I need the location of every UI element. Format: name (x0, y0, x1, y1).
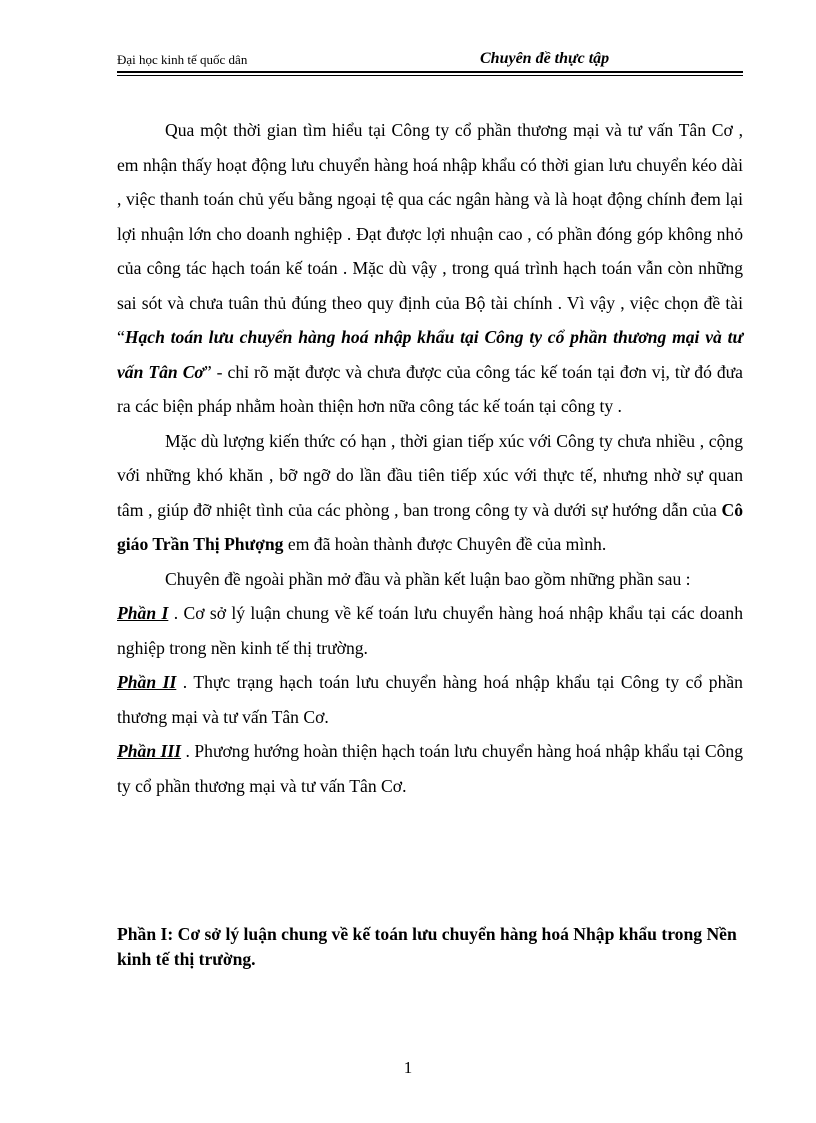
section-heading: Phần I: Cơ sở lý luận chung về kế toán lưu chuyển hàng hoá Nhập khẩu trong Nền kinh tế thị trường. (117, 924, 737, 969)
header-university: Đại học kinh tế quốc dân (117, 52, 248, 67)
header-rule-thick (117, 71, 743, 73)
part-item (117, 665, 743, 734)
intro-text-b: ” - chỉ rõ mặt được và chưa được của công tác kế toán tại đơn vị, từ đó đưa ra các biện pháp nhằm hoàn thiện hơn nữa công tác kế toán tại công ty . (117, 361, 743, 416)
part-description: . Thực trạng hạch toán lưu chuyển hàng hoá nhập khẩu tại Công ty cổ phần thương mại và tư vấn Tân Cơ. (117, 672, 743, 727)
part-item (117, 596, 743, 665)
acknowledgement-paragraph (117, 424, 743, 562)
thesis-title: Hạch toán lưu chuyển hàng hoá nhập khẩu tại Công ty cổ phần thương mại và tư vấn Tân Cơ (117, 327, 743, 382)
part-label: Phần II (117, 672, 177, 692)
intro-paragraph (117, 113, 743, 424)
page-header (117, 52, 743, 70)
header-rule-thin (117, 75, 743, 76)
document-body (117, 113, 743, 803)
part-label: Phần I (117, 603, 169, 623)
ack-text-a: Mặc dù lượng kiến thức có hạn , thời gian tiếp xúc với Công ty chưa nhiều , cộng với những khó khăn , bỡ ngỡ do lần đầu tiên tiếp xúc với thực tế, nhưng nhờ sự quan tâm , giúp đỡ nhiệt tình của các phòng , ban trong công ty và dưới sự hướng dẫn của (117, 430, 743, 520)
part-item (117, 734, 743, 803)
page-number: 1 (403, 1058, 413, 1077)
part-description: . Phương hướng hoàn thiện hạch toán lưu chuyển hàng hoá nhập khẩu tại Công ty cổ phần thương mại và tư vấn Tân Cơ. (117, 741, 743, 796)
part-label: Phần III (117, 741, 182, 761)
ack-text-b: em đã hoàn thành được Chuyên đề của mình. (283, 534, 607, 554)
part-description: . Cơ sở lý luận chung về kế toán lưu chuyển hàng hoá nhập khẩu tại các doanh nghiệp trong nền kinh tế thị trường. (117, 603, 743, 658)
supervisor-name: Cô giáo Trần Thị Phượng (117, 499, 743, 554)
header-document-type: Chuyên đề thực tập (480, 50, 610, 67)
structure-paragraph: Chuyên đề ngoài phần mở đầu và phần kết luận bao gồm những phần sau : (165, 568, 691, 589)
intro-text-a: Qua một thời gian tìm hiểu tại Công ty cổ phần thương mại và tư vấn Tân Cơ , em nhận thấy hoạt động lưu chuyển hàng hoá nhập khẩu có thời gian lưu chuyển kéo dài , việc thanh toán chủ yếu bằng ngoại tệ qua các ngân hàng và là hoạt động chính đem lại lợi nhuận lớn cho doanh nghiệp . Đạt được lợi nhuận cao , có phần đóng góp không nhỏ của công tác hạch toán kế toán . Mặc dù vậy , trong quá trình hạch toán vẫn còn những sai sót và chưa tuân thủ đúng theo quy định của Bộ tài chính . Vì vậy , việc chọn đề tài “ (117, 120, 743, 347)
